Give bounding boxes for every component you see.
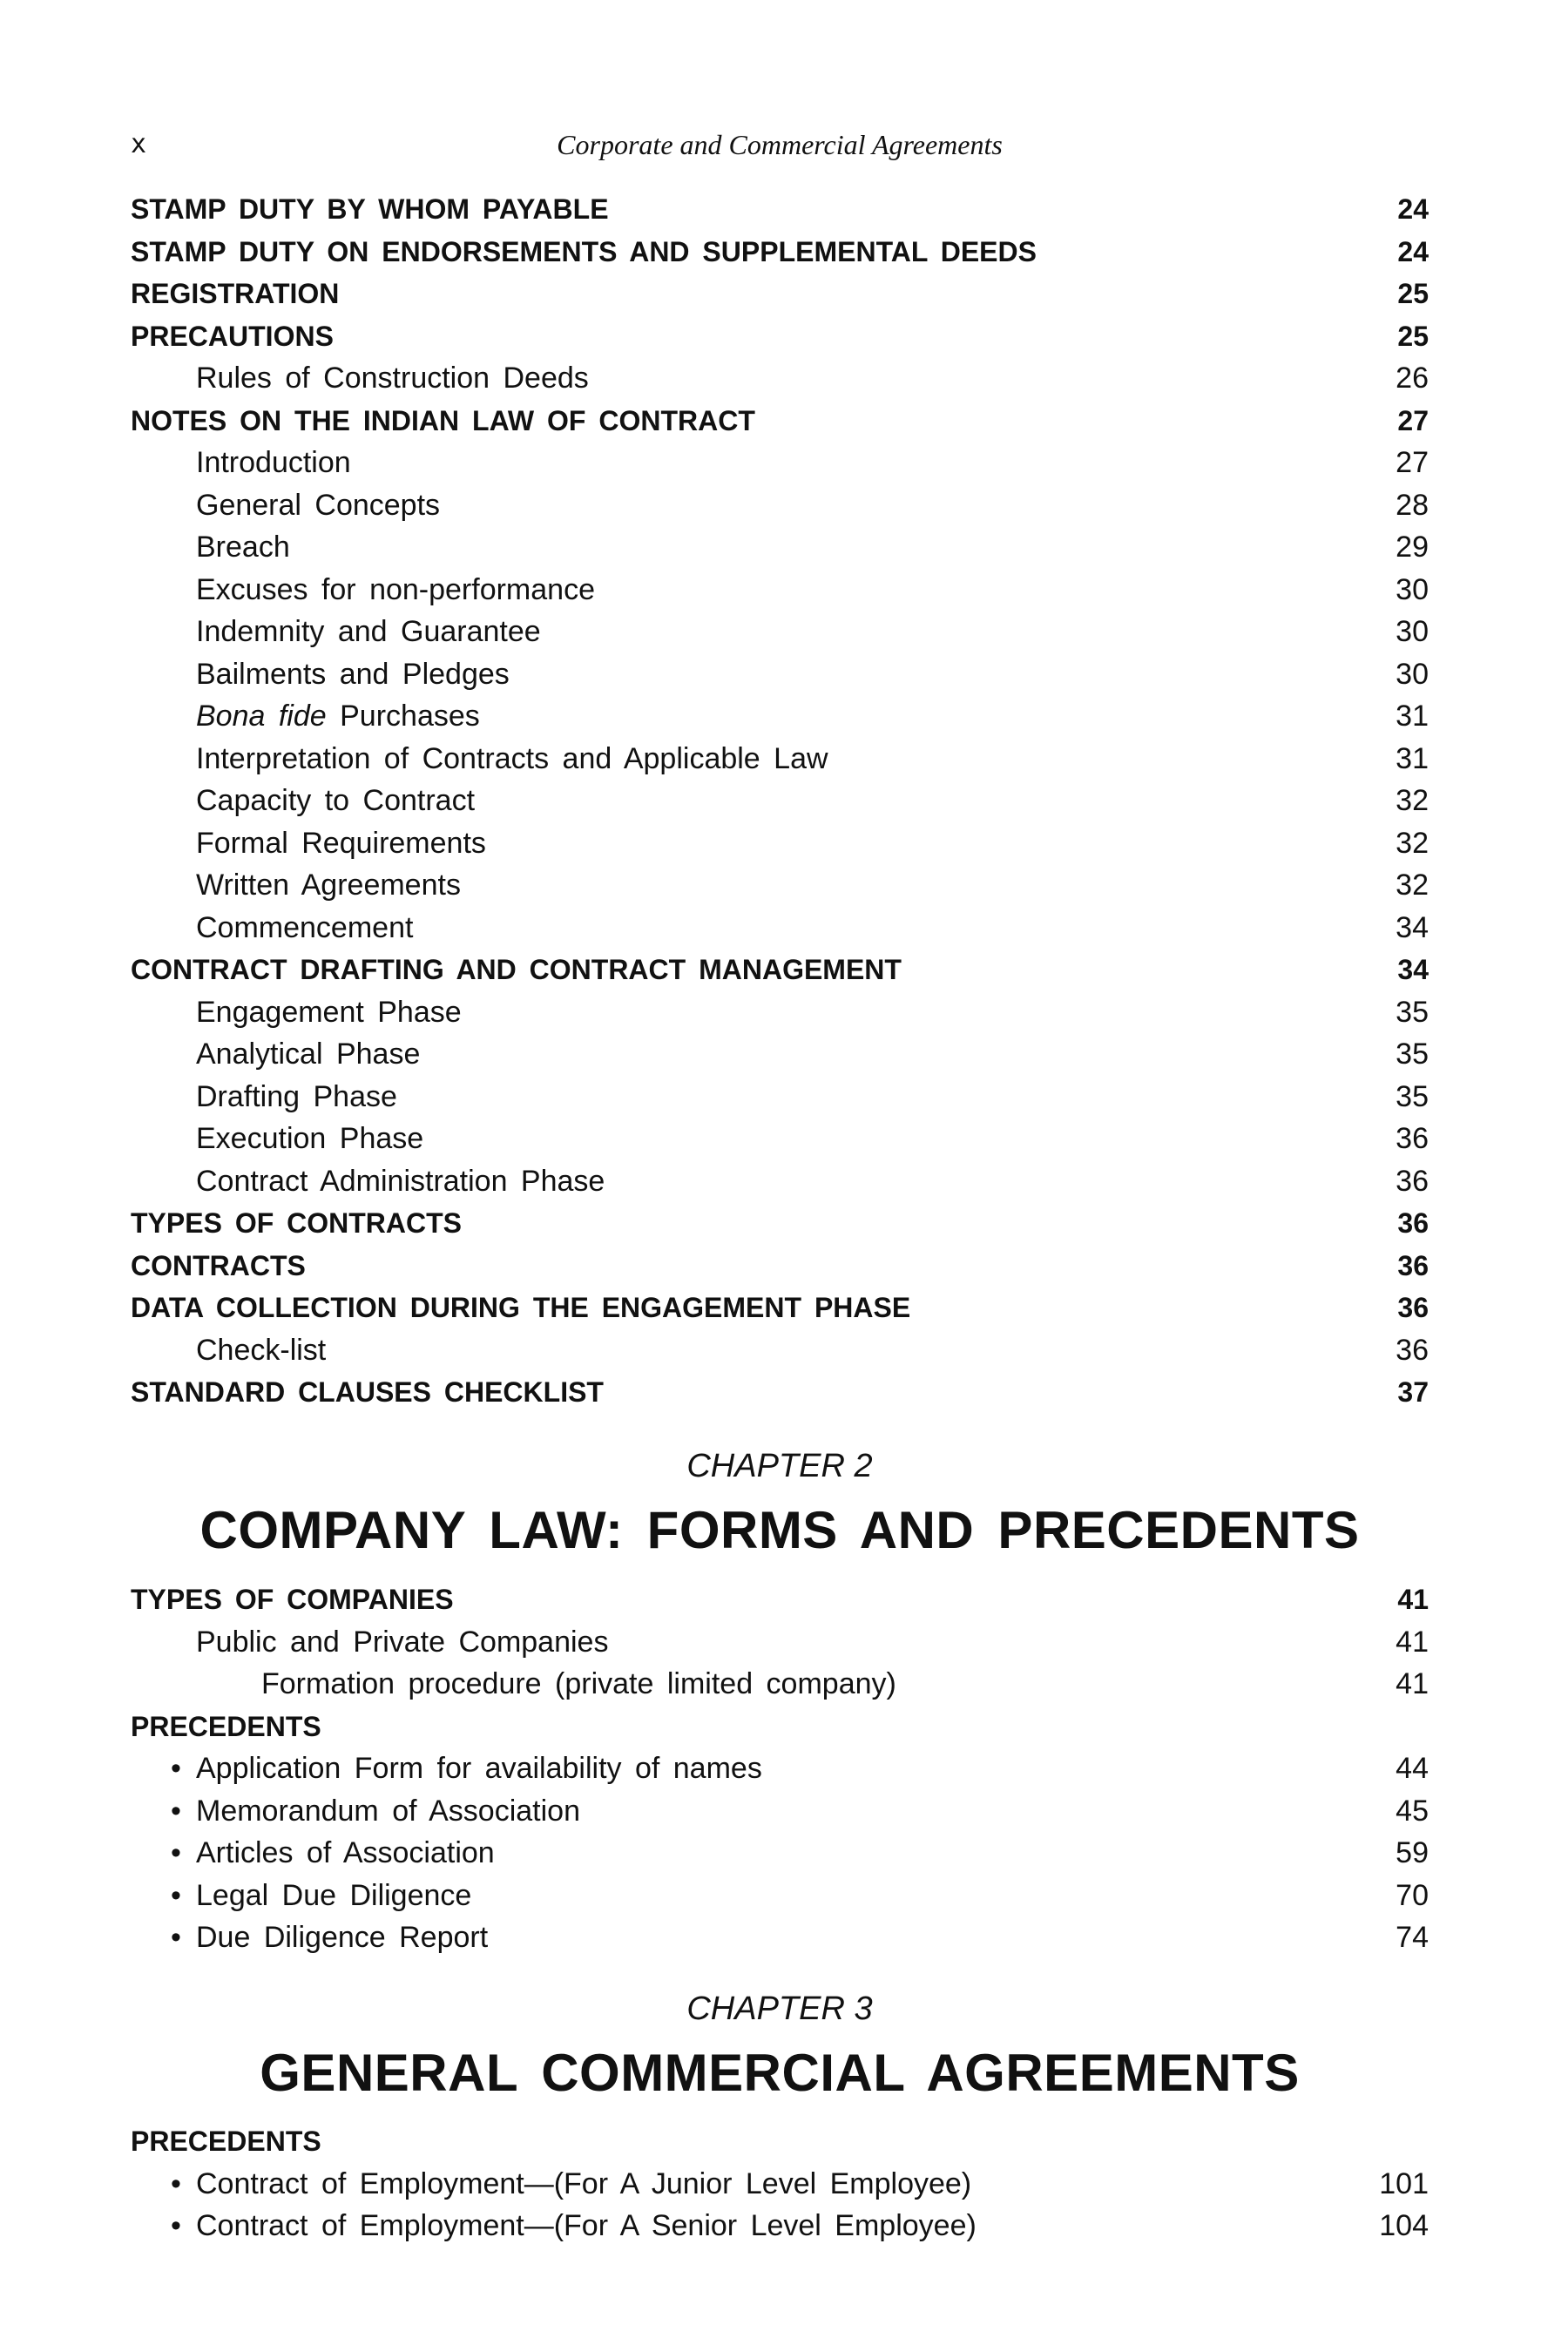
toc-entry-title: Indemnity and Guarantee [196, 615, 541, 648]
toc-bullet-entry[interactable] [131, 1747, 1429, 1790]
toc-entry-page: 32 [1396, 868, 1429, 902]
toc-entry-page: 36 [1397, 1292, 1429, 1323]
toc-entry-title: Contract Administration Phase [196, 1164, 605, 1198]
bullet-icon: • [171, 1752, 181, 1785]
page-folio: x [131, 129, 147, 159]
toc-bullet-entry[interactable] [131, 1916, 1429, 1959]
chapter-3-label: CHAPTER 3 [686, 1990, 873, 2027]
toc-entry-page: 41 [1396, 1625, 1429, 1659]
toc-entry-page: 27 [1397, 404, 1429, 436]
toc-subentry[interactable] [131, 695, 1429, 738]
toc-entry-title: Introduction [196, 446, 351, 479]
toc-entry-page: 34 [1396, 910, 1429, 944]
toc-subentry[interactable] [131, 1033, 1429, 1076]
toc-bullet-entry[interactable] [131, 1790, 1429, 1833]
toc-entry-title: Legal Due Diligence [196, 1878, 472, 1912]
toc-subentry[interactable] [131, 1076, 1429, 1119]
toc-subentry[interactable] [131, 526, 1429, 569]
toc-subentry[interactable] [131, 1160, 1429, 1203]
toc-entry-title: Application Form for availability of names [196, 1752, 762, 1785]
toc-subentry[interactable] [131, 1118, 1429, 1160]
toc-entry-title: Contract of Employment—(For A Senior Level Employee) [196, 2209, 977, 2242]
toc-bullet-entry[interactable] [131, 2163, 1429, 2206]
bullet-icon: • [171, 1794, 181, 1828]
toc-entry-page: 36 [1396, 1333, 1429, 1367]
toc-entry-title: REGISTRATION [131, 278, 340, 309]
toc-entry-page: 25 [1397, 320, 1429, 352]
toc-subentry[interactable] [131, 653, 1429, 696]
toc-entry-page: 59 [1396, 1836, 1429, 1869]
toc-entry-page: 70 [1396, 1878, 1429, 1912]
toc-entry-title [196, 695, 480, 738]
toc-bullet-entry[interactable] [131, 1832, 1429, 1875]
toc-entry-title: Articles of Association [196, 1836, 495, 1869]
toc-entry-title-italic: Bona fide [196, 700, 327, 733]
toc-entry-title: Drafting Phase [196, 1079, 397, 1113]
toc-entry-title: Commencement [196, 910, 414, 944]
toc-entry[interactable] [131, 1245, 1429, 1288]
chapter-2-title: COMPANY LAW: FORMS AND PRECEDENTS [199, 1501, 1360, 1559]
running-head [131, 129, 1429, 167]
toc-entry[interactable] [131, 1371, 1429, 1414]
toc-chapter1-list [131, 188, 1429, 1414]
toc-entry-title: Analytical Phase [196, 1037, 421, 1071]
toc-chapter2-list [131, 1578, 1429, 1959]
toc-entry-title: PRECEDENTS [131, 1710, 321, 1742]
bullet-icon: • [171, 1836, 181, 1869]
toc-entry-page: 101 [1379, 2166, 1429, 2200]
toc-subsubentry[interactable] [131, 1663, 1429, 1706]
bullet-icon: • [171, 1878, 181, 1912]
toc-entry-title: Breach [196, 531, 290, 564]
toc-entry[interactable] [131, 949, 1429, 991]
toc-entry-page: 45 [1396, 1794, 1429, 1828]
toc-entry-page: 26 [1396, 362, 1429, 395]
toc-bullet-entry[interactable] [131, 2205, 1429, 2247]
toc-entry-title: Public and Private Companies [196, 1625, 609, 1659]
toc-entry-page: 44 [1396, 1752, 1429, 1785]
toc-subentry[interactable] [131, 991, 1429, 1034]
toc-entry-title: NOTES ON THE INDIAN LAW OF CONTRACT [131, 404, 755, 436]
toc-entry[interactable] [131, 315, 1429, 358]
chapter-2-label: CHAPTER 2 [686, 1448, 873, 1484]
toc-entry-title: CONTRACTS [131, 1249, 306, 1281]
toc-entry[interactable] [131, 231, 1429, 274]
toc-entry-page: 30 [1396, 657, 1429, 691]
toc-bullet-entry[interactable] [131, 1875, 1429, 1917]
toc-subentry[interactable] [131, 822, 1429, 865]
toc-entry-page: 37 [1397, 1376, 1429, 1408]
toc-entry-page: 36 [1396, 1164, 1429, 1198]
toc-subentry[interactable] [131, 1329, 1429, 1372]
toc-subentry[interactable] [131, 738, 1429, 781]
toc-entry-title: Interpretation of Contracts and Applicable Law [196, 741, 828, 775]
toc-section-heading[interactable] [131, 2120, 1429, 2163]
toc-entry-page: 25 [1397, 278, 1429, 309]
toc-entry-title: Rules of Construction Deeds [196, 362, 589, 395]
bullet-icon: • [171, 1921, 181, 1954]
toc-entry-page: 27 [1396, 446, 1429, 479]
toc-entry-page: 29 [1396, 531, 1429, 564]
toc-entry-page: 28 [1396, 488, 1429, 522]
toc-entry-title: Check-list [196, 1333, 327, 1367]
toc-entry-title: TYPES OF CONTRACTS [131, 1207, 463, 1239]
toc-entry-title: CONTRACT DRAFTING AND CONTRACT MANAGEMENT [131, 954, 902, 985]
toc-entry-page: 34 [1397, 954, 1429, 985]
toc-entry-page: 30 [1396, 572, 1429, 606]
toc-entry-title: General Concepts [196, 488, 441, 522]
toc-subentry[interactable] [131, 442, 1429, 484]
toc-entry-page: 31 [1396, 741, 1429, 775]
toc-entry-page: 36 [1397, 1249, 1429, 1281]
toc-entry[interactable] [131, 188, 1429, 231]
toc-subentry[interactable] [131, 569, 1429, 612]
toc-entry-title: Contract of Employment—(For A Junior Level Employee) [196, 2166, 972, 2200]
toc-entry-page: 41 [1396, 1667, 1429, 1700]
toc-entry-title: Excuses for non-performance [196, 572, 595, 606]
toc-entry-page: 31 [1396, 700, 1429, 733]
toc-entry-title: TYPES OF COMPANIES [131, 1584, 454, 1615]
toc-entry-page: 35 [1396, 995, 1429, 1029]
toc-subentry[interactable] [131, 864, 1429, 907]
toc-entry-title: PRECAUTIONS [131, 320, 334, 352]
toc-entry[interactable] [131, 1578, 1429, 1621]
toc-entry-title: Written Agreements [196, 868, 461, 902]
toc-entry-page: 36 [1397, 1207, 1429, 1239]
toc-entry-title: Formation procedure (private limited company) [261, 1667, 896, 1700]
toc-entry-page: 104 [1379, 2209, 1429, 2242]
toc-section-heading[interactable] [131, 1706, 1429, 1748]
toc-entry-page: 30 [1396, 615, 1429, 648]
toc-entry[interactable] [131, 1202, 1429, 1245]
toc-entry-page: 24 [1397, 235, 1429, 267]
toc-subentry[interactable] [131, 907, 1429, 950]
toc-entry-title: Engagement Phase [196, 995, 462, 1029]
toc-entry[interactable] [131, 273, 1429, 315]
toc-entry-page: 32 [1396, 784, 1429, 817]
toc-entry-page: 24 [1397, 193, 1429, 225]
toc-entry-page: 41 [1397, 1584, 1429, 1615]
toc-entry-title: Formal Requirements [196, 826, 486, 860]
toc-entry-page: 35 [1396, 1037, 1429, 1071]
toc-entry-title: Due Diligence Report [196, 1921, 489, 1954]
toc-entry-page: 36 [1396, 1122, 1429, 1155]
toc-entry-page: 74 [1396, 1921, 1429, 1954]
book-title: Corporate and Commercial Agreements [557, 129, 1003, 160]
toc-entry-title: STAMP DUTY BY WHOM PAYABLE [131, 193, 609, 225]
toc-entry-title: Capacity to Contract [196, 784, 476, 817]
toc-entry-title: STANDARD CLAUSES CHECKLIST [131, 1376, 604, 1408]
toc-subentry[interactable] [131, 780, 1429, 822]
bullet-icon: • [171, 2166, 181, 2200]
toc-entry-page: 32 [1396, 826, 1429, 860]
toc-entry-title: Execution Phase [196, 1122, 424, 1155]
toc-chapter3-list [131, 2120, 1429, 2247]
toc-subentry[interactable] [131, 484, 1429, 527]
toc-subentry[interactable] [131, 1621, 1429, 1664]
toc-entry-title: DATA COLLECTION DURING THE ENGAGEMENT PHASE [131, 1292, 911, 1323]
chapter-3-title: GENERAL COMMERCIAL AGREEMENTS [260, 2044, 1300, 2102]
toc-entry[interactable] [131, 400, 1429, 443]
toc-entry-title-rest: Purchases [340, 700, 480, 733]
toc-entry[interactable] [131, 1287, 1429, 1329]
toc-subentry[interactable] [131, 611, 1429, 653]
bullet-icon: • [171, 2209, 181, 2242]
toc-entry-title: Bailments and Pledges [196, 657, 510, 691]
toc-entry-page: 35 [1396, 1079, 1429, 1113]
toc-entry-title: Memorandum of Association [196, 1794, 580, 1828]
toc-entry-title: PRECEDENTS [131, 2126, 321, 2157]
toc-entry-title: STAMP DUTY ON ENDORSEMENTS AND SUPPLEMENTAL DEEDS [131, 235, 1037, 267]
toc-subentry[interactable] [131, 357, 1429, 400]
